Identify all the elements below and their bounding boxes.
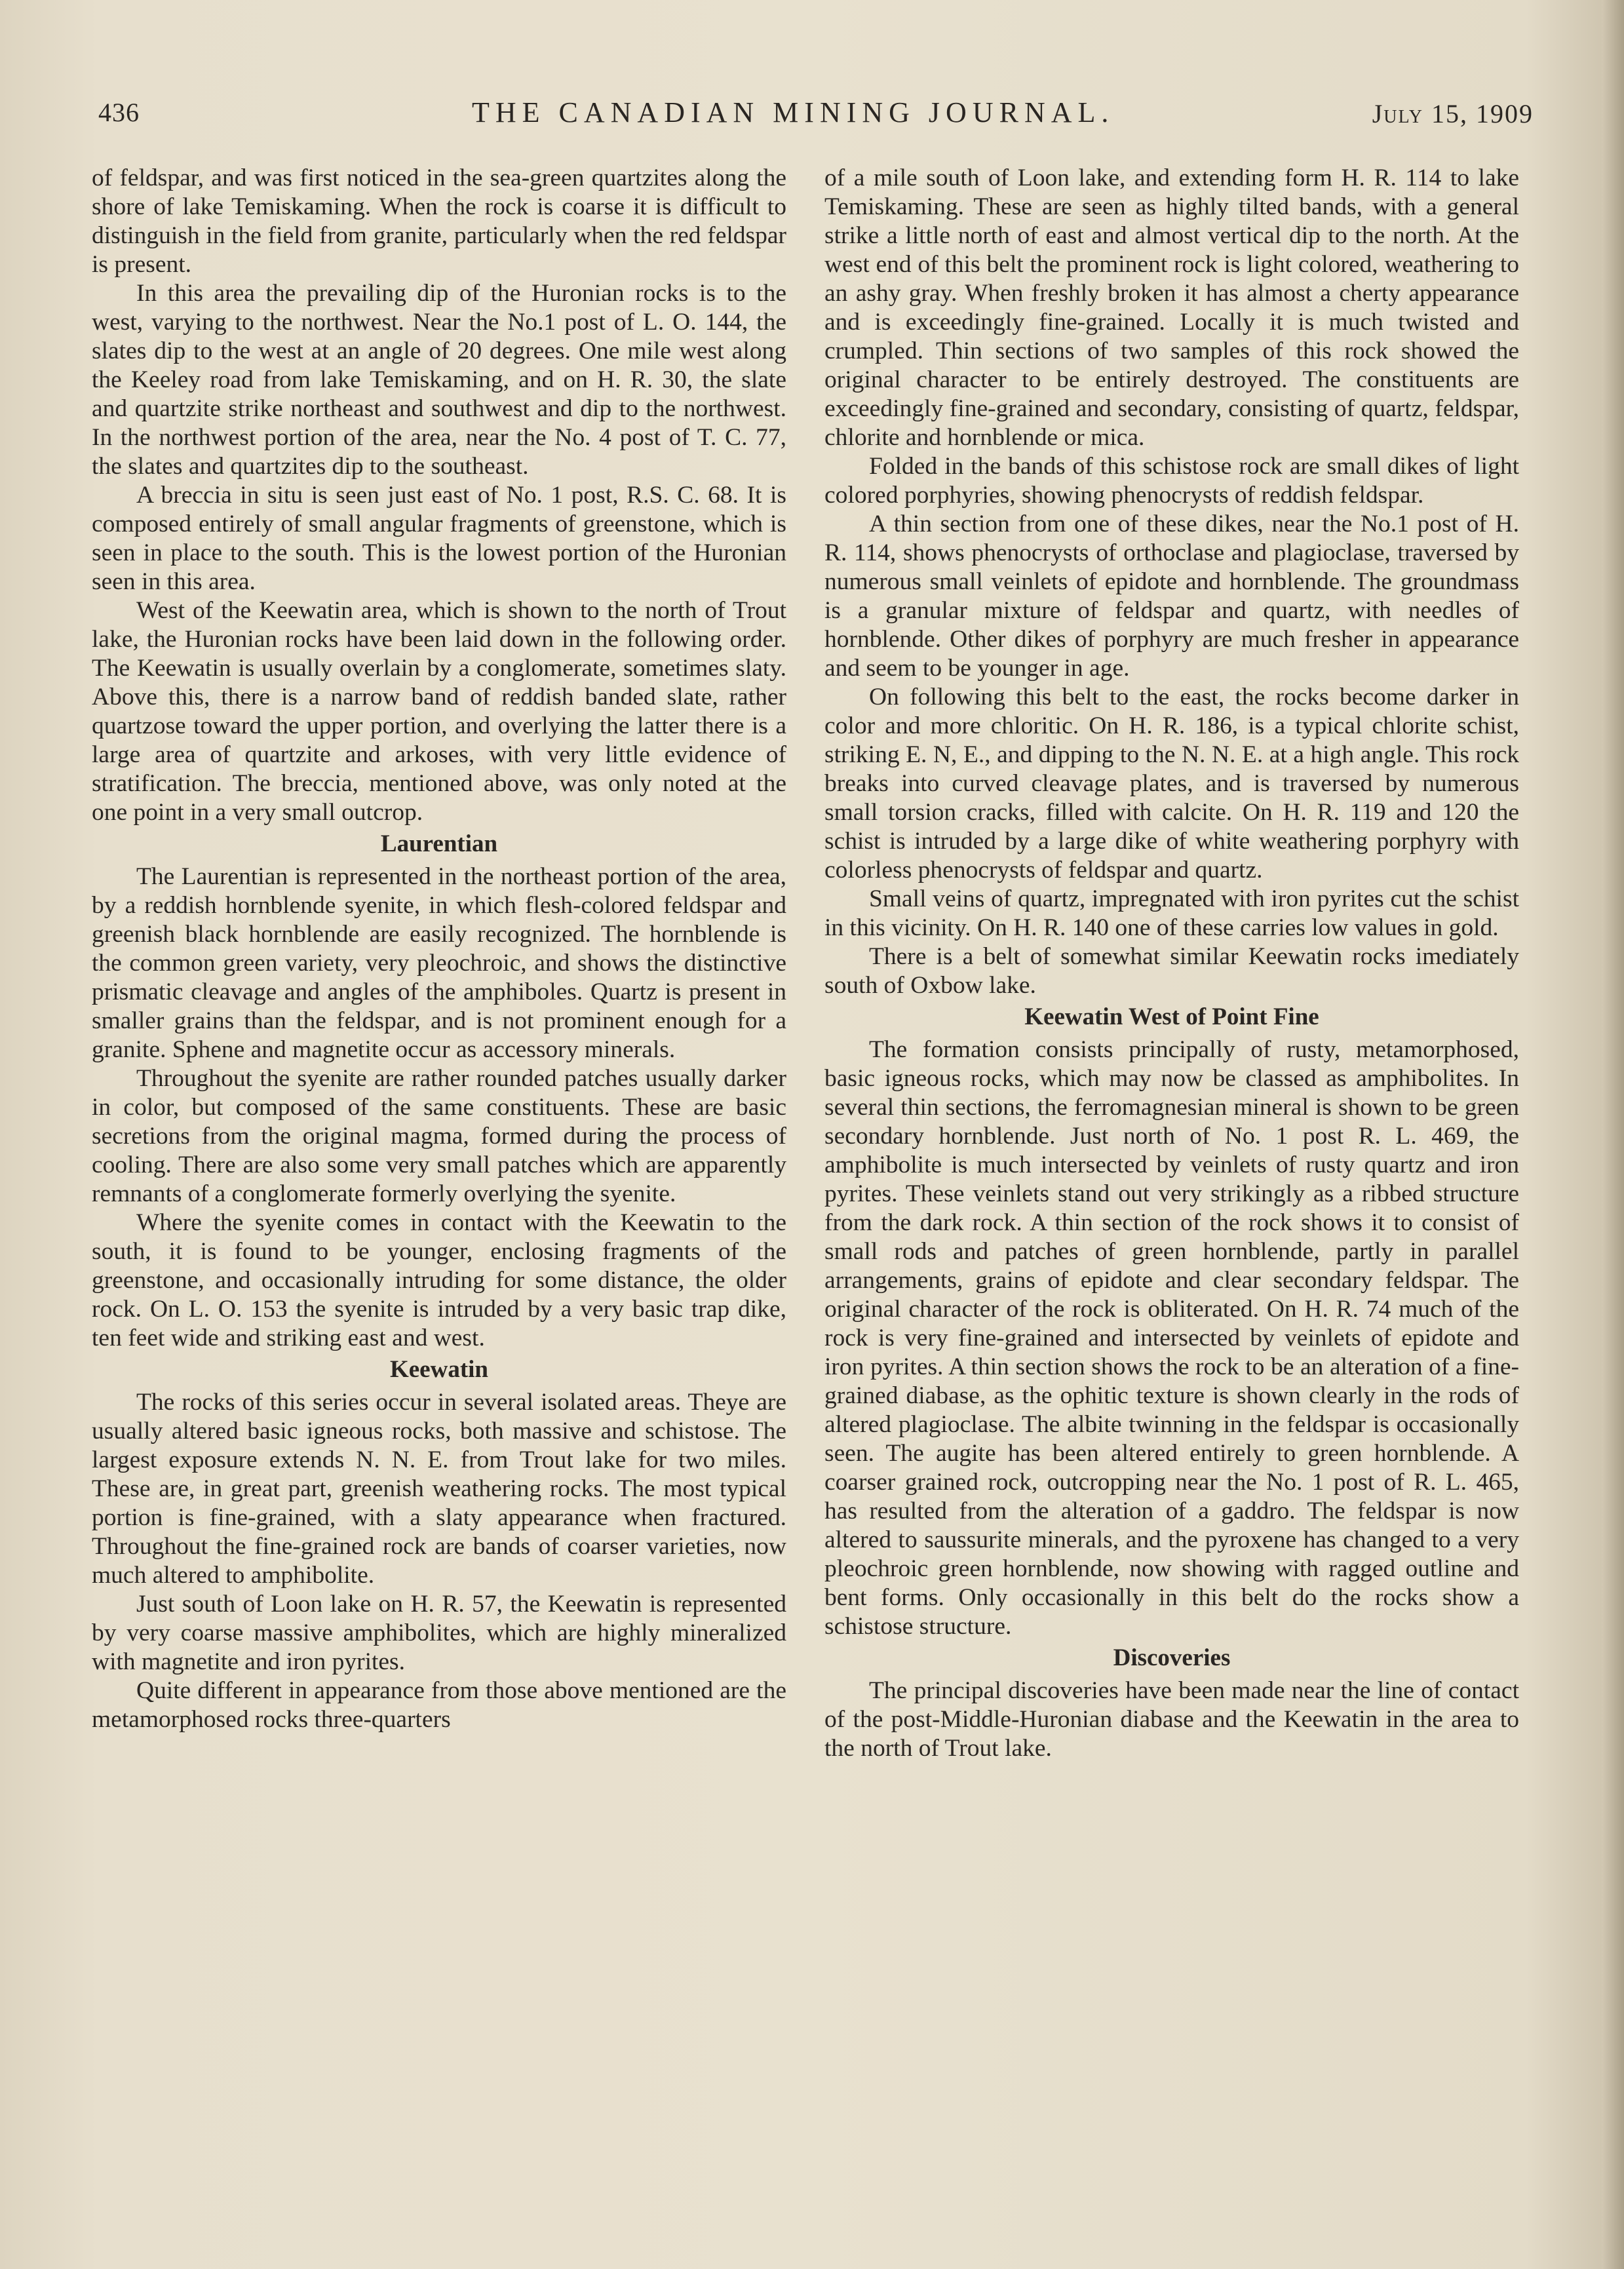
- paragraph: of feldspar, and was first noticed in the sea-green quartzites along the shore of lake Temiskaming. When the rock is coarse it is difficult to distinguish in the field from granite, particularly when the red feldspar is present.: [92, 165, 786, 278]
- page-number: 436: [98, 98, 140, 127]
- section-heading-keewatin-west-of-point-fine: Keewatin West of Point Fine: [1024, 1003, 1319, 1030]
- left-column: [92, 164, 786, 1734]
- issue-date: July 15, 1909: [1372, 99, 1534, 128]
- paragraph: On following this belt to the east, the rocks become darker in color and more chloritic. On H. R. 186, is a typical chlorite schist, striking E. N, E., and dipping to the N. N. E. at a high angle. This rock breaks into curved cleavage plates, and is traversed by numerous small torsion cracks, filled with calcite. On H. R. 119 and 120 the schist is intruded by a large dike of white weathering porphyry with colorless phenocrysts of feldspar and quartz.: [824, 684, 1519, 883]
- paragraph: Small veins of quartz, impregnated with iron pyrites cut the schist in this vicinity. On H. R. 140 one of these carries low values in gold.: [824, 885, 1519, 941]
- section-heading-discoveries: Discoveries: [1113, 1644, 1231, 1671]
- paragraph: The principal discoveries have been made near the line of contact of the post-Middle-Huronian diabase and the Keewatin in the area to the north of Trout lake.: [824, 1677, 1519, 1762]
- paragraph: A thin section from one of these dikes, near the No.1 post of H. R. 114, shows phenocrysts of orthoclase and plagioclase, traversed by numerous small veinlets of epidote and hornblende. The groundmass is a granular mixture of feldspar and quartz, with needles of hornblende. Other dikes of porphyry are much fresher in appearance and seem to be younger in age.: [824, 511, 1519, 682]
- journal-title: THE CANADIAN MINING JOURNAL.: [472, 96, 1115, 128]
- paragraph: A breccia in situ is seen just east of No. 1 post, R.S. C. 68. It is composed entirely of small angular fragments of greenstone, which is seen in place to the south. This is the lowest portion of the Huronian seen in this area.: [92, 482, 786, 595]
- paragraph: The rocks of this series occur in several isolated areas. Theye are usually altered basic igneous rocks, both massive and schistose. The largest exposure extends N. N. E. from Trout lake for two miles. These are, in great part, greenish weathering rocks. The most typical portion is fine-grained, with a slaty appearance when fractured. Throughout the fine-grained rock are bands of coarser varieties, now much altered to amphibolite.: [92, 1389, 786, 1589]
- paragraph: Folded in the bands of this schistose rock are small dikes of light colored porphyries, showing phenocrysts of reddish feldspar.: [824, 453, 1519, 509]
- paragraph: Just south of Loon lake on H. R. 57, the Keewatin is represented by very coarse massive amphibolites, which are highly mineralized with magnetite and iron pyrites.: [92, 1591, 786, 1675]
- paragraph: There is a belt of somewhat similar Keewatin rocks imediately south of Oxbow lake.: [824, 943, 1519, 999]
- paragraph: of a mile south of Loon lake, and extending form H. R. 114 to lake Temiskaming. These are seen as highly tilted bands, with a general strike a little north of east and almost vertical dip to the north. At the west end of this belt the prominent rock is light colored, weathering to an ashy gray. When freshly broken it has almost a cherty appearance and is exceedingly fine-grained. Locally it is much twisted and crumpled. Thin sections of two samples of this rock showed the original character to be entirely destroyed. The constituents are exceedingly fine-grained and secondary, consisting of quartz, feldspar, chlorite and hornblende or mica.: [824, 165, 1519, 451]
- paragraph: Where the syenite comes in contact with the Keewatin to the south, it is found to be younger, enclosing fragments of the greenstone, and occasionally intruding for some distance, the older rock. On L. O. 153 the syenite is intruded by a very basic trap dike, ten feet wide and striking east and west.: [92, 1209, 786, 1351]
- page-header: [98, 92, 1534, 138]
- paragraph: Quite different in appearance from those above mentioned are the metamorphosed rocks three-quarters: [92, 1677, 786, 1733]
- paragraph: The formation consists principally of rusty, metamorphosed, basic igneous rocks, which may now be classed as amphibolites. In several thin sections, the ferromagnesian mineral is shown to be green secondary hornblende. Just north of No. 1 post R. L. 469, the amphibolite is much intersected by veinlets of rusty quartz and iron pyrites. These veinlets stand out very strikingly as a ribbed structure from the dark rock. A thin section of the rock shows it to consist of small rods and patches of green hornblende, partly in parallel arrangements, grains of epidote and clear secondary feldspar. The original character of the rock is obliterated. On H. R. 74 much of the rock is very fine-grained and intersected by veinlets of epidote and iron pyrites. A thin section shows the rock to be an alteration of a fine-grained diabase, as the ophitic texture is shown clearly in the rods of altered plagioclase. The albite twinning in the feldspar is occasionally seen. The augite has been altered entirely to green hornblende. A coarser grained rock, outcropping near the No. 1 post of R. L. 465, has resulted from the alteration of a gaddro. The feldspar is now altered to saussurite minerals, and the pyroxene has changed to a very pleochroic green hornblende, now showing with ragged outline and bent forms. Only occasionally in this belt do the rocks show a schistose structure.: [824, 1036, 1519, 1640]
- paragraph: Throughout the syenite are rather rounded patches usually darker in color, but composed of the same constituents. These are basic secretions from the original magma, formed during the process of cooling. There are also some very small patches which are apparently remnants of a conglomerate formerly overlying the syenite.: [92, 1065, 786, 1207]
- paragraph: The Laurentian is represented in the northeast portion of the area, by a reddish hornblende syenite, in which flesh-colored feldspar and greenish black hornblende are easily recognized. The hornblende is the common green variety, very pleochroic, and shows the distinctive prismatic cleavage and angles of the amphiboles. Quartz is present in smaller grains than the feldspar, and is not prominent enough for a granite. Sphene and magnetite occur as accessory minerals.: [92, 863, 786, 1063]
- right-column: [824, 164, 1519, 1763]
- section-heading-laurentian: Laurentian: [380, 830, 498, 857]
- paragraph: In this area the prevailing dip of the Huronian rocks is to the west, varying to the northwest. Near the No.1 post of L. O. 144, the slates dip to the west at an angle of 20 degrees. One mile west along the Keeley road from lake Temiskaming, and on H. R. 30, the slate and quartzite strike northeast and southwest and dip to the northwest. In the northwest portion of the area, near the No. 4 post of T. C. 77, the slates and quartzites dip to the southeast.: [92, 280, 786, 480]
- section-heading-keewatin: Keewatin: [389, 1356, 489, 1383]
- paragraph: West of the Keewatin area, which is shown to the north of Trout lake, the Huronian rocks have been laid down in the following order. The Keewatin is usually overlain by a conglomerate, sometimes slaty. Above this, there is a narrow band of reddish banded slate, rather quartzose toward the upper portion, and overlying the latter there is a large area of quartzite and arkoses, with very little evidence of stratification. The breccia, mentioned above, was only noted at the one point in a very small outcrop.: [92, 597, 786, 826]
- page-binding-edge: [1602, 0, 1624, 2269]
